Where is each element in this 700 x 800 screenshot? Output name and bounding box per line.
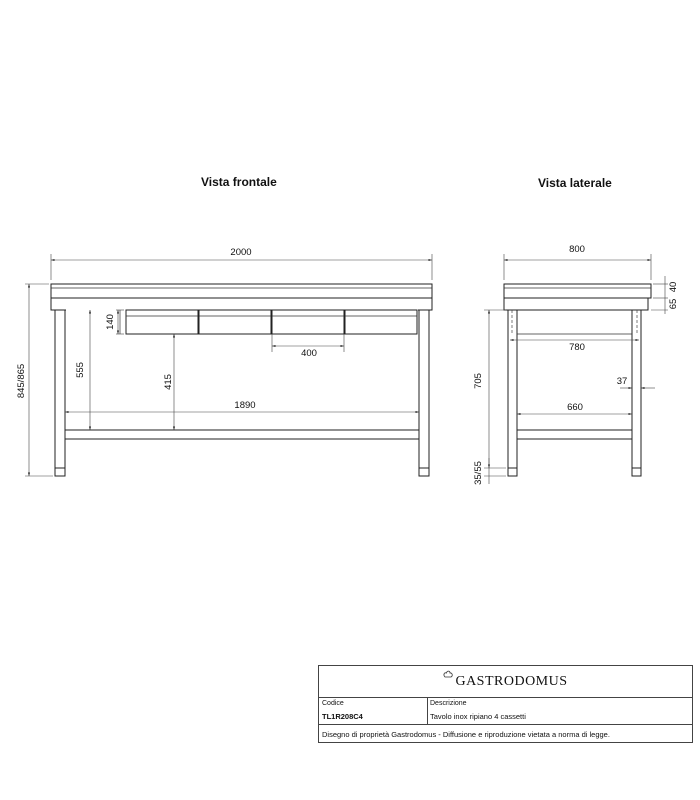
dim-foot: 35/55 xyxy=(473,461,484,485)
side-lower-shelf xyxy=(517,430,632,439)
description-label: Descrizione xyxy=(430,700,467,707)
front-lower-shelf xyxy=(65,430,419,439)
chef-hat-icon xyxy=(443,670,453,680)
drawer-3 xyxy=(272,310,344,334)
side-view-title: Vista laterale xyxy=(538,176,612,190)
description-value: Tavolo inox ripiano 4 cassetti xyxy=(430,712,526,721)
dim-shelf-to-drawer: 415 xyxy=(163,374,174,390)
front-foot-right xyxy=(419,468,429,476)
code-label: Codice xyxy=(322,700,344,707)
dim-top-front: 40 xyxy=(668,281,679,293)
side-tabletop xyxy=(504,284,651,298)
side-view xyxy=(473,244,679,485)
side-leg-right xyxy=(632,310,641,468)
dim-total-width: 2000 xyxy=(230,247,252,258)
front-leg-left xyxy=(55,310,65,468)
dim-leg-size: 37 xyxy=(616,376,628,387)
dim-depth: 800 xyxy=(569,244,585,255)
logo-row xyxy=(319,666,692,698)
dim-drawer-height: 140 xyxy=(105,314,116,330)
drawer-4 xyxy=(345,310,417,334)
drawer-2 xyxy=(199,310,271,334)
code-row xyxy=(319,698,692,725)
dim-drawer-width: 400 xyxy=(301,348,317,359)
dim-total-height: 845/865 xyxy=(16,363,27,399)
side-foot-right xyxy=(632,468,641,476)
dim-inner-depth: 780 xyxy=(569,342,585,353)
front-view xyxy=(16,247,432,476)
front-tabletop xyxy=(51,284,432,298)
ownership-note-row xyxy=(319,725,692,744)
side-top-edge xyxy=(504,298,648,310)
front-top-edge xyxy=(51,298,432,310)
side-foot-left xyxy=(508,468,517,476)
brand-logo: GASTRODOMUS xyxy=(455,673,568,689)
drawer-1 xyxy=(126,310,198,334)
front-leg-right xyxy=(419,310,429,468)
dim-leg-height: 705 xyxy=(473,373,484,389)
code-cell xyxy=(319,698,428,724)
front-view-title: Vista frontale xyxy=(201,175,277,189)
front-foot-left xyxy=(55,468,65,476)
dim-top-thickness: 65 xyxy=(668,298,679,310)
dim-shelf-depth: 660 xyxy=(567,402,583,413)
ownership-note: Disegno di proprietà Gastrodomus - Diffusione e riproduzione vietata a norma di legge. xyxy=(322,730,610,739)
side-leg-left xyxy=(508,310,517,468)
title-block xyxy=(318,665,693,743)
description-cell xyxy=(427,698,692,724)
code-value: TL1R208C4 xyxy=(322,712,363,721)
dim-inner-width: 1890 xyxy=(234,400,256,411)
dim-leg-clear: 555 xyxy=(75,362,86,378)
